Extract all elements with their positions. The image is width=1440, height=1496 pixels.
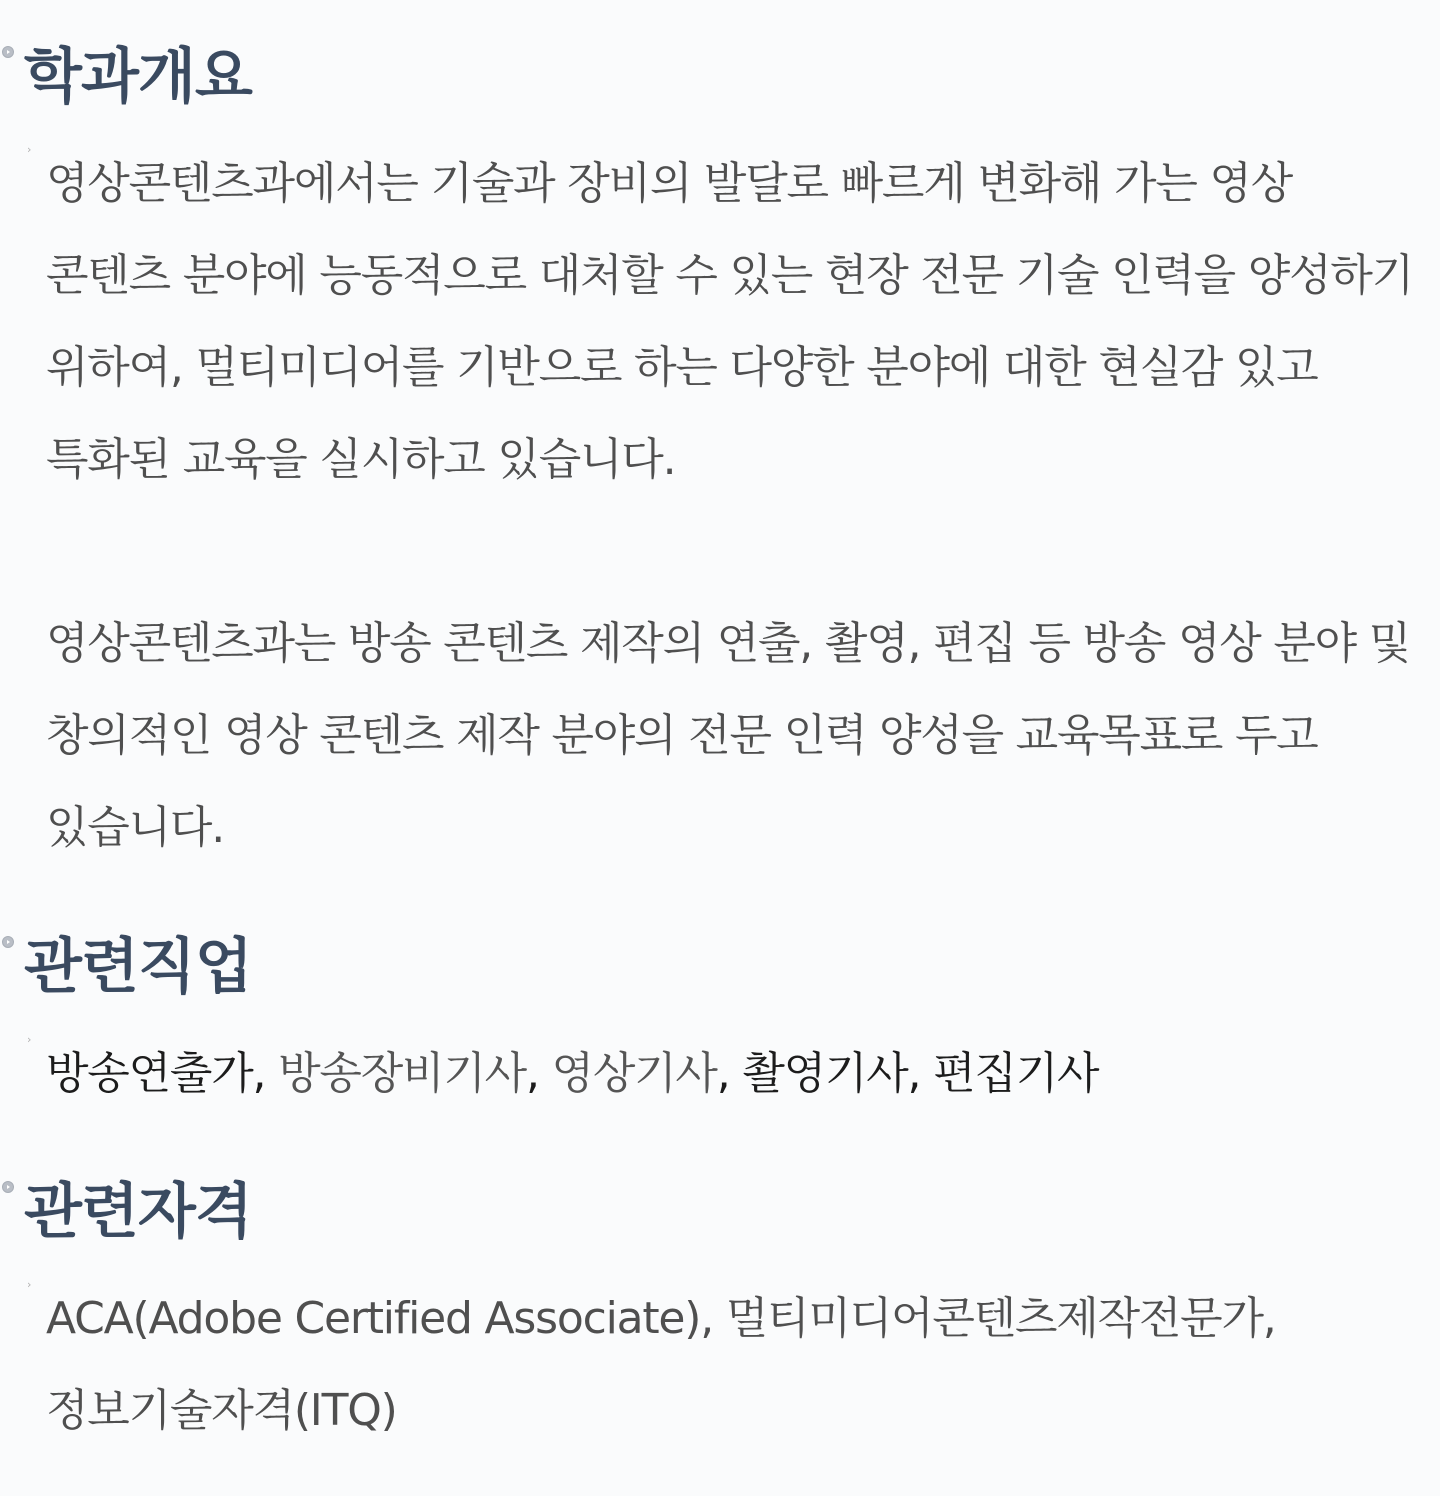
paragraph-spacer [46,506,1426,598]
job-item: 방송장비기사 [278,1048,526,1099]
related-jobs-heading [0,926,1440,1008]
overview-paragraph-1: 영상콘텐츠과에서는 기술과 장비의 발달로 빠르게 변화해 가는 영상 콘텐츠 분야에 능동적으로 대처할 수 있는 현장 전문 기술 인력을 양성하기 위하여, 멀티미디어를 기반으로 하는 다양한 분야에 대한 현실감 있고 특화된 교육을 실시하고 있습니다. [46,158,1413,485]
small-arrow-icon: › [27,143,32,156]
overview-heading [0,36,1440,118]
circle-arrow-bullet-icon [2,1181,14,1193]
related-certs-section [0,1171,1440,1457]
job-item: 촬영기사 [742,1048,908,1099]
job-separator: , [907,1048,934,1099]
related-certs-heading [0,1171,1440,1253]
overview-paragraph-2: 영상콘텐츠과는 방송 콘텐츠 제작의 연출, 촬영, 편집 등 방송 영상 분야 및 창의적인 영상 콘텐츠 제작 분야의 전문 인력 양성을 교육목표로 두고 있습니다. [46,618,1411,853]
circle-arrow-bullet-icon [2,936,14,948]
related-certs-text: ACA(Adobe Certified Associate), 멀티미디어콘텐츠제작전문가, 정보기술자격(ITQ) [46,1293,1276,1436]
job-separator: , [525,1048,552,1099]
job-item: 편집기사 [933,1048,1099,1099]
related-jobs-heading-text: 관련직업 [24,932,252,1002]
job-item: 영상기사 [551,1048,717,1099]
small-arrow-icon: › [27,1278,32,1291]
related-jobs-section [0,926,1440,1120]
overview-section [0,36,1440,874]
overview-heading-text: 학과개요 [24,42,252,112]
related-certs-heading-text: 관련자격 [24,1177,252,1247]
related-certs-body [0,1273,1440,1457]
job-separator: , [716,1048,743,1099]
overview-body [0,138,1440,874]
related-jobs-list [46,1028,1426,1120]
small-arrow-icon: › [27,1033,32,1046]
job-item: 방송연출가 [46,1048,253,1099]
job-separator: , [252,1048,279,1099]
circle-arrow-bullet-icon [2,46,14,58]
related-jobs-body [0,1028,1440,1120]
